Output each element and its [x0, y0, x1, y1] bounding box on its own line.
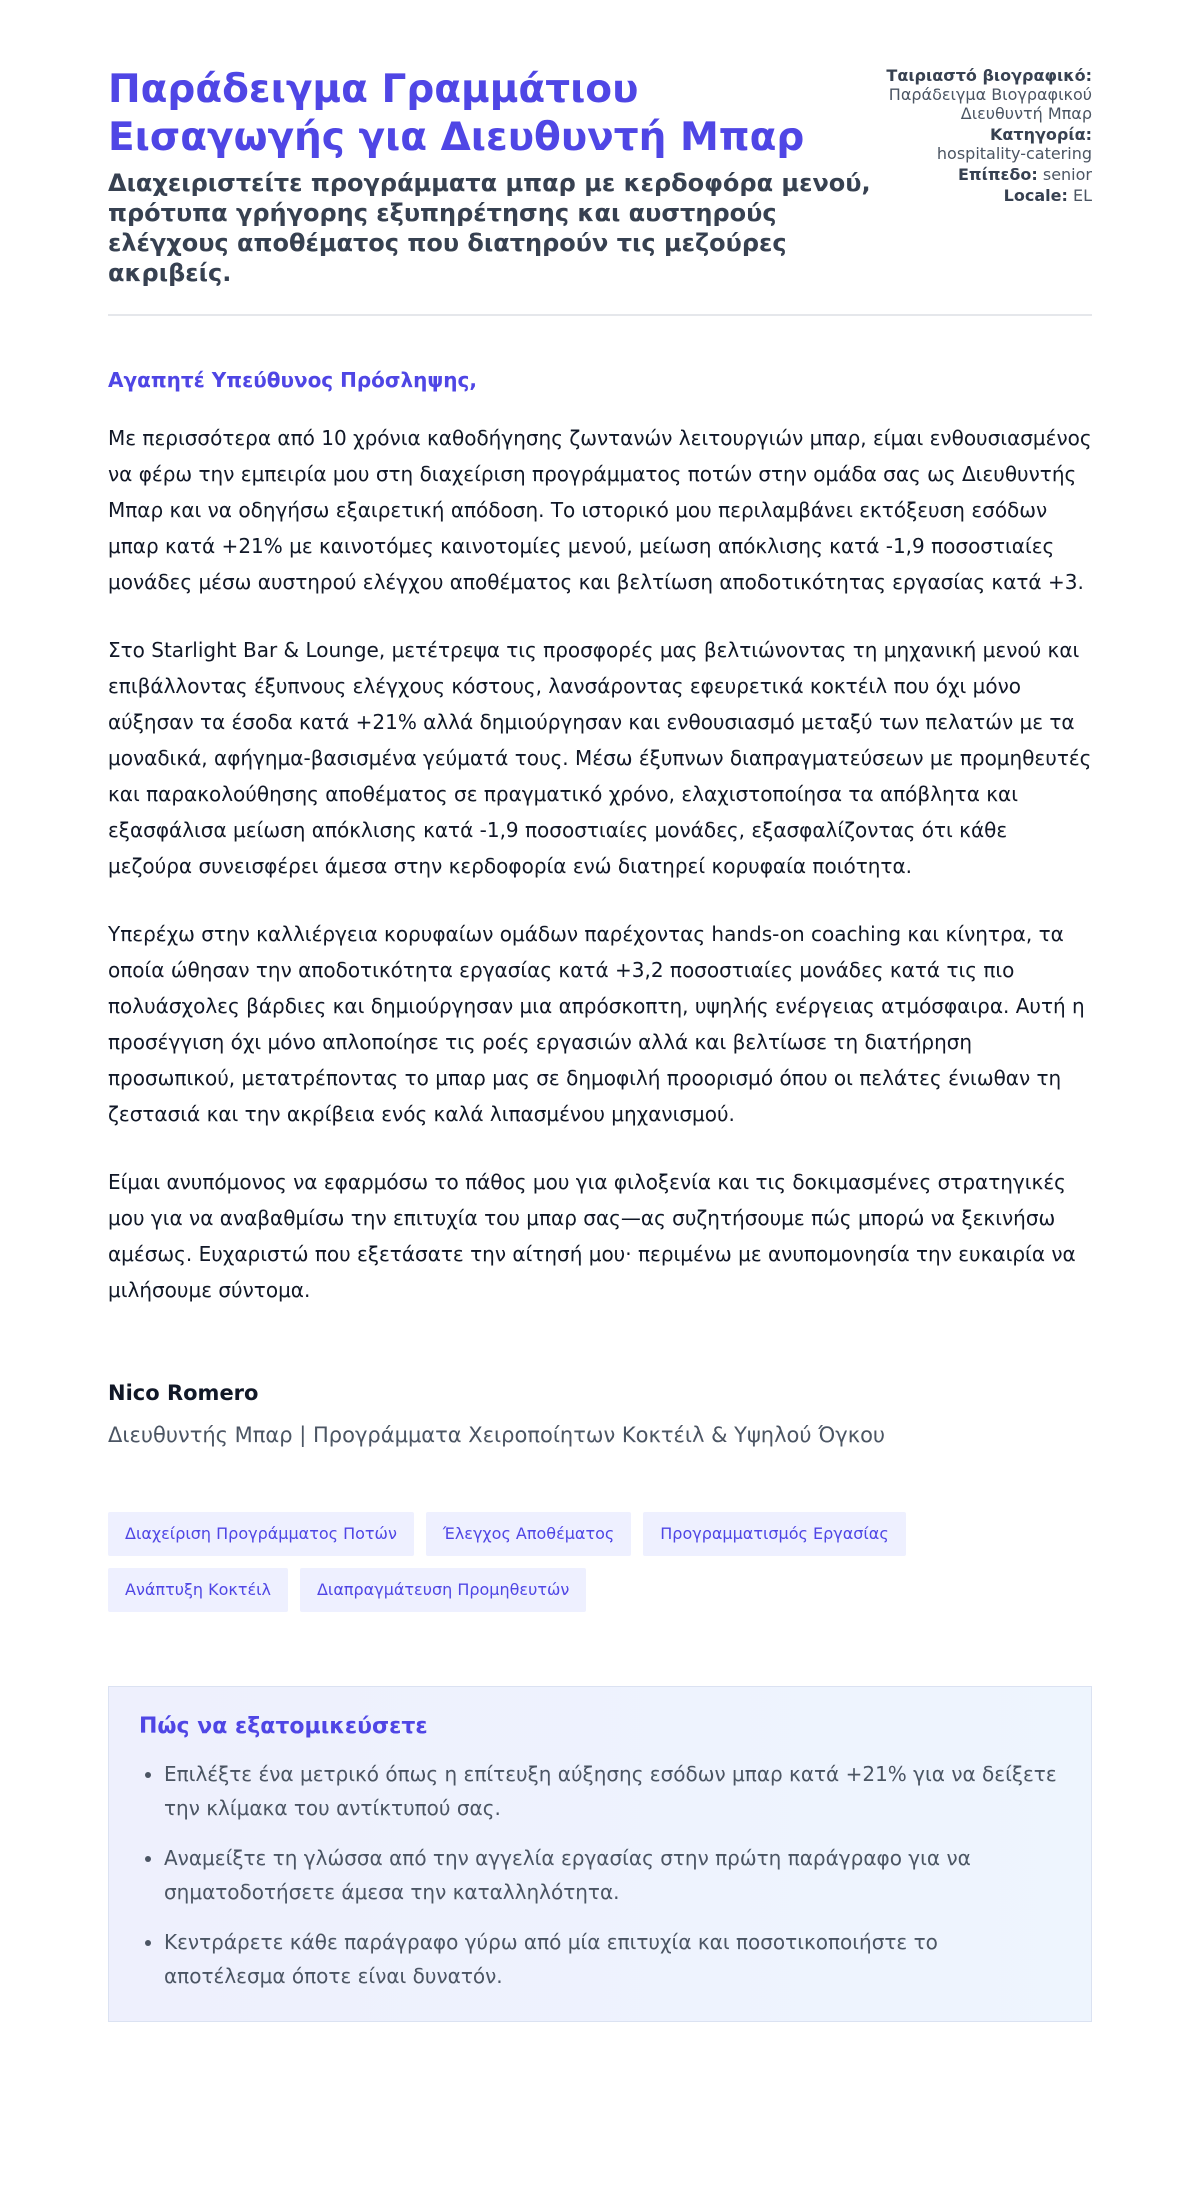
page-subtitle: Διαχειριστείτε προγράμματα μπαρ με κερδοφόρα μενού, πρότυπα γρήγορης εξυπηρέτησης και αυστηρούς ελέγχους αποθέματος που διατηρούν τις μεζούρες ακριβείς.: [108, 169, 871, 287]
meta-panel: [852, 66, 1092, 207]
meta-resume-label: Ταιριαστό βιογραφικό:: [886, 66, 1092, 85]
meta-level-value: senior: [1042, 165, 1092, 184]
meta-locale-value: EL: [1072, 186, 1092, 205]
meta-category-value: hospitality-catering: [936, 144, 1092, 163]
skill-tag: Διαχείριση Προγράμματος Ποτών: [108, 1512, 414, 1556]
letter-paragraph-4: Είμαι ανυπόμονος να εφαρμόσω το πάθος μου για φιλοξενία και τις δοκιμασμένες στρατηγικές μου για να αναβαθμίσω την επιτυχία του μπαρ σας—ας συζητήσουμε πώς μπορώ να ξεκινήσω αμέσως. Ευχαριστώ που εξετάσατε την αίτησή μου· περιμένω με ανυπομονησία την ευκαιρία να μιλήσουμε σύντομα.: [108, 1170, 1076, 1302]
meta-resume-value: Παράδειγμα Βιογραφικού Διευθυντή Μπαρ: [888, 85, 1092, 123]
skill-tags: [108, 1512, 988, 1612]
meta-resume: [852, 66, 1092, 123]
skill-tag: Έλεγχος Αποθέματος: [426, 1512, 631, 1556]
tips-item: • Επιλέξτε ένα μετρικό όπως η επίτευξη αύξησης εσόδων μπαρ κατά +21% για να δείξετε την κλίμακα του αντίκτυπού σας.: [164, 1757, 1061, 1825]
signature-role: Διευθυντής Μπαρ | Προγράμματα Χειροποίητων Κοκτέιλ & Υψηλού Όγκου: [108, 1423, 886, 1447]
letter-paragraph-1: Με περισσότερα από 10 χρόνια καθοδήγησης ζωντανών λειτουργιών μπαρ, είμαι ενθουσιασμένος να φέρω την εμπειρία μου στη διαχείριση προγράμματος ποτών στην ομάδα σας ως Διευθυντής Μπαρ και να οδηγήσω εξαιρετική απόδοση. Το ιστορικό μου περιλαμβάνει εκτόξευση εσόδων μπαρ κατά +21% με καινοτόμες καινοτομίες μενού, μείωση απόκλισης κατά -1,9 ποσοστιαίες μονάδες μέσω αυστηρού ελέγχου αποθέματος και βελτίωση αποδοτικότητας εργασίας κατά +3.: [108, 426, 1092, 594]
meta-level-label: Επίπεδο:: [958, 165, 1038, 184]
meta-locale: [852, 186, 1092, 205]
tips-title: Πώς να εξατομικεύσετε: [139, 1714, 428, 1739]
letter-body: [108, 366, 1092, 1450]
page-header: [108, 0, 1092, 316]
skill-tag: Ανάπτυξη Κοκτέιλ: [108, 1568, 288, 1612]
meta-category-label: Κατηγορία:: [990, 125, 1092, 144]
meta-category: [852, 125, 1092, 163]
letter-greeting: Αγαπητέ Υπεύθυνος Πρόσληψης,: [108, 368, 477, 392]
page-title: Παράδειγμα Γραμμάτιου Εισαγωγής για Διευθυντή Μπαρ: [108, 67, 805, 160]
meta-locale-label: Locale:: [1003, 186, 1068, 205]
tips-list: [139, 1757, 1061, 1993]
skill-tag: Προγραμματισμός Εργασίας: [643, 1512, 905, 1556]
signature-name: Nico Romero: [108, 1381, 259, 1405]
customization-tips-box: [108, 1686, 1092, 2022]
tips-item: • Κεντράρετε κάθε παράγραφο γύρω από μία επιτυχία και ποσοτικοποιήστε το αποτέλεσμα όποτε είναι δυνατόν.: [164, 1925, 1061, 1993]
tips-item: • Αναμείξτε τη γλώσσα από την αγγελία εργασίας στην πρώτη παράγραφο για να σηματοδοτήσετε άμεσα την καταλληλότητα.: [164, 1841, 1061, 1909]
letter-paragraph-3: Υπερέχω στην καλλιέργεια κορυφαίων ομάδων παρέχοντας hands-on coaching και κίνητρα, τα οποία ώθησαν την αποδοτικότητα εργασίας κατά +3,2 ποσοστιαίες μονάδες κατά τις πιο πολυάσχολες βάρδιες και δημιούργησαν μια απρόσκοπτη, υψηλής ενέργειας ατμόσφαιρα. Αυτή η προσέγγιση όχι μόνο απλοποίησε τις ροές εργασιών αλλά και βελτίωσε τη διατήρηση προσωπικού, μετατρέποντας το μπαρ μας σε δημοφιλή προορισμό όπου οι πελάτες ένιωθαν τη ζεστασιά και την ακρίβεια ενός καλά λιπασμένου μηχανισμού.: [108, 922, 1085, 1126]
letter-paragraph-2: Στο Starlight Bar & Lounge, μετέτρεψα τις προσφορές μας βελτιώνοντας τη μηχανική μενού και επιβάλλοντας έξυπνους ελέγχους κόστους, λανσάροντας εφευρετικά κοκτέιλ που όχι μόνο αύξησαν τα έσοδα κατά +21% αλλά δημιούργησαν και ενθουσιασμό μεταξύ των πελατών με τα μοναδικά, αφήγημα-βασισμένα γεύματά τους. Μέσω έξυπνων διαπραγματεύσεων με προμηθευτές και παρακολούθησης αποθέματος σε πραγματικό χρόνο, ελαχιστοποίησα τα απόβλητα και εξασφάλισα μείωση απόκλισης κατά -1,9 ποσοστιαίες μονάδες, εξασφαλίζοντας ότι κάθε μεζούρα συνεισφέρει άμεσα στην κερδοφορία ενώ διατηρεί κορυφαία ποιότητα.: [108, 638, 1092, 878]
skill-tag: Διαπραγμάτευση Προμηθευτών: [300, 1568, 586, 1612]
meta-level: [852, 165, 1092, 184]
